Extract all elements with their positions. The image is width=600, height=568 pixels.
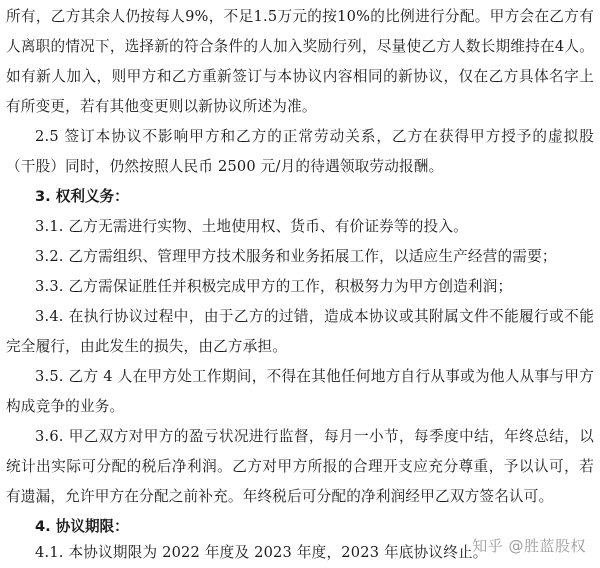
paragraph-4-1: 4.1. 本协议期限为 2022 年度及 2023 年度，2023 年底协议终止。 [35,544,488,561]
paragraph-distribution: 所有，乙方其余人仍按每人9%，不足1.5万元的按10%的比例进行分配。甲方会在乙方有人离职的情况下，选择新的符合条件的人加入奖励行列，尽量使乙方人数长期维持在4人。如有新人加入，则甲方和乙方重新签订与本协议内容相同的新协议，仅在乙方具体名字上有所变更，若有其他变更则以新协议所述为准。 [6,8,594,115]
paragraph-3-5: 3.5. 乙方 4 人在甲方处工作期间，不得在其他任何地方自行从事或为他人从事与甲方构成竞争的业务。 [6,368,594,415]
paragraph-3-4: 3.4. 在执行协议过程中，由于乙方的过错，造成本协议或其附属文件不能履行或不能完全履行，由此发生的损失，由乙方承担。 [6,308,594,355]
section-heading-4: 4. 协议期限： [35,518,129,535]
paragraph-3-1: 3.1. 乙方无需进行实物、土地使用权、货币、有价证券等的投入。 [35,218,468,235]
paragraph-3-2: 3.2. 乙方需组织、管理甲方技术服务和业务拓展工作，以适应生产经营的需要； [35,248,557,265]
section-heading-3: 3. 权利义务： [35,188,129,205]
paragraph-2-5: 2.5 签订本协议不影响甲方和乙方的正常劳动关系，乙方在获得甲方授予的虚拟股（干股）同时，仍然按照人民币 2500 元/月的待遇领取劳动报酬。 [6,128,594,175]
paragraph-3-6: 3.6. 甲乙双方对甲方的盈亏状况进行监督，每月一小节，每季度中结，年终总结，以统计出实际可分配的税后净利润。乙方对甲方所报的合理开支应充分尊重，予以认可，若有遗漏，允许甲方在分配之前补充。年终税后可分配的净利润经甲乙双方签名认可。 [6,428,594,505]
zhihu-watermark: 知乎 @胜蓝股权 [472,537,586,555]
paragraph-3-3: 3.3. 乙方需保证胜任并积极完成甲方的工作，积极努力为甲方创造利润； [35,278,513,295]
